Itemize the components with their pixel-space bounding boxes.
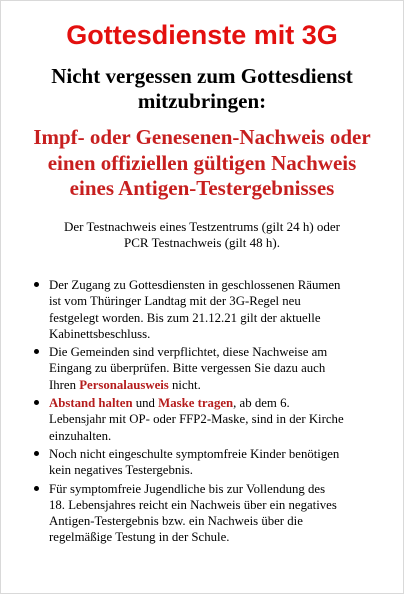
item-line: Noch nicht eingeschulte symptomfreie Kinder benötigen: [49, 446, 340, 461]
item-line: Eingang zu überprüfen. Bitte vergessen Sie dazu auch: [49, 361, 326, 376]
item-line: [49, 395, 395, 411]
list-item: [1, 344, 403, 393]
item-line: ist vom Thüringer Landtag mit der 3G-Regel neu: [49, 294, 301, 309]
item-line: festgelegt worden. Bis zum 21.12.21 gilt der aktuelle: [49, 310, 321, 325]
rules-list: [1, 277, 403, 548]
item-line: 18. Lebensjahres reicht ein Nachweis über ein negatives: [49, 497, 337, 512]
subtitle-line: mitzubringen:: [137, 89, 267, 113]
item-line: [49, 377, 395, 393]
flyer-page: [1, 1, 403, 593]
list-item: [1, 481, 403, 546]
note-line: PCR Testnachweis (gilt 48 h).: [124, 235, 280, 250]
bullet-icon: [34, 486, 39, 491]
item-line: Die Gemeinden sind verpflichtet, diese Nachweise am: [49, 345, 328, 360]
item-line: regelmäßige Testung in der Schule.: [49, 530, 230, 545]
requirement-line: eines Antigen-Testergebnisses: [69, 176, 335, 200]
requirement-line: Impf- oder Genesenen-Nachweis oder: [33, 125, 371, 149]
subtitle-line: Nicht vergessen zum Gottesdienst: [51, 64, 353, 88]
test-validity-note: [1, 219, 403, 251]
requirement-heading: [1, 125, 403, 202]
bullet-icon: [34, 451, 39, 456]
item-text: Ihren: [49, 377, 80, 392]
item-line: einzuhalten.: [49, 428, 112, 443]
item-text: , ab dem 6.: [233, 396, 290, 411]
banner-title: Gottesdienste mit 3G: [66, 20, 338, 50]
list-item: [1, 446, 403, 479]
subtitle: [1, 64, 403, 114]
note-line: Der Testnachweis eines Testzentrums (gilt 24 h) oder: [63, 219, 341, 234]
list-item: [1, 277, 403, 342]
bullet-icon: [34, 400, 39, 405]
item-line: Antigen-Testergebnis bzw. ein Nachweis über die: [49, 514, 303, 529]
item-line: Der Zugang zu Gottesdiensten in geschlossenen Räumen: [49, 278, 341, 292]
requirement-line: einen offiziellen gültigen Nachweis: [47, 150, 357, 175]
id-card-highlight: Personalausweis: [79, 377, 169, 392]
item-text: und: [132, 396, 159, 411]
distance-highlight: Abstand halten: [49, 396, 133, 411]
item-line: Für symptomfreie Jugendliche bis zur Vollendung des: [49, 481, 326, 496]
item-line: Lebensjahr mit OP- oder FFP2-Maske, sind in der Kirche: [49, 412, 344, 427]
item-line: kein negatives Testergebnis.: [49, 463, 193, 478]
bullet-icon: [34, 349, 39, 354]
list-item: [1, 395, 403, 444]
item-line: Kabinettsbeschluss.: [49, 326, 151, 341]
item-text: nicht.: [168, 377, 201, 392]
bullet-icon: [34, 282, 39, 287]
mask-highlight: Maske tragen: [158, 396, 234, 411]
